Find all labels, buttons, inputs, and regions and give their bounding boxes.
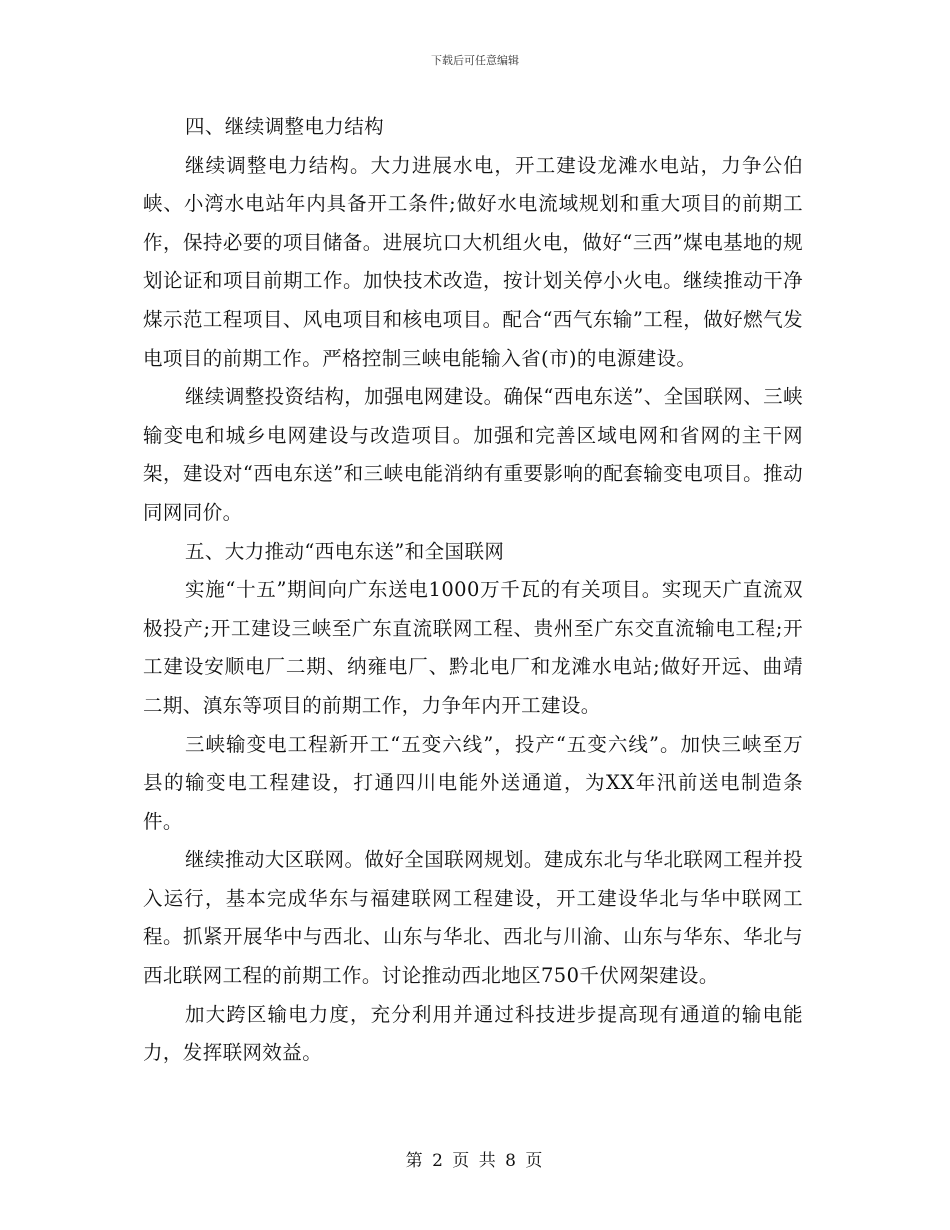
section-heading-5: 五、大力推动“西电东送”和全国联网 [185,539,505,563]
paragraph: 实施“十五”期间向广东送电1000万千瓦的有关项目。实现天广直流双极投产;开工建设三峡至广东直流联网工程、贵州至广东交直流输电工程;开工建设安顺电厂二期、纳雍电厂、黔北电厂和龙滩水电站;做好开远、曲靖二期、滇东等项目的前期工作，力争年内开工建设。 [143,578,803,717]
paragraph: 继续推动大区联网。做好全国联网规划。建成东北与华北联网工程并投入运行，基本完成华东与福建联网工程建设，开工建设华北与华中联网工程。抓紧开展华中与西北、山东与华北、西北与川渝、山东与华东、华北与西北联网工程的前期工作。讨论推动西北地区750千伏网架建设。 [143,848,803,988]
paragraph: 加大跨区输电力度，充分利用并通过科技进步提高现有通道的输电能力，发挥联网效益。 [143,1002,803,1065]
document-body [143,108,803,1073]
paragraph: 三峡输变电工程新开工“五变六线”，投产“五变六线”。加快三峡至万县的输变电工程建设，打通四川电能外送通道，为XX年汛前送电制造条件。 [143,732,803,833]
paragraph: 继续调整电力结构。大力进展水电，开工建设龙滩水电站，力争公伯峡、小湾水电站年内具备开工条件;做好水电流域规划和重大项目的前期工作，保持必要的项目储备。进展坑口大机组火电，做好“三西”煤电基地的规划论证和项目前期工作。加快技术改造，按计划关停小火电。继续推动干净煤示范工程项目、风电项目和核电项目。配合“西气东输”工程，做好燃气发电项目的前期工作。严格控制三峡电能输入省(市)的电源建设。 [143,153,803,370]
section-heading-4: 四、继续调整电力结构 [185,115,385,138]
page-header: 下载后可任意编辑 [431,54,519,67]
page-number: 第 2 页 共 8 页 [405,1151,545,1171]
paragraph: 继续调整投资结构，加强电网建设。确保“西电东送”、全国联网、三峡输变电和城乡电网建设与改造项目。加强和完善区域电网和省网的主干网架，建设对“西电东送”和三峡电能消纳有重要影响的配套输变电项目。推动同网同价。 [143,385,803,524]
